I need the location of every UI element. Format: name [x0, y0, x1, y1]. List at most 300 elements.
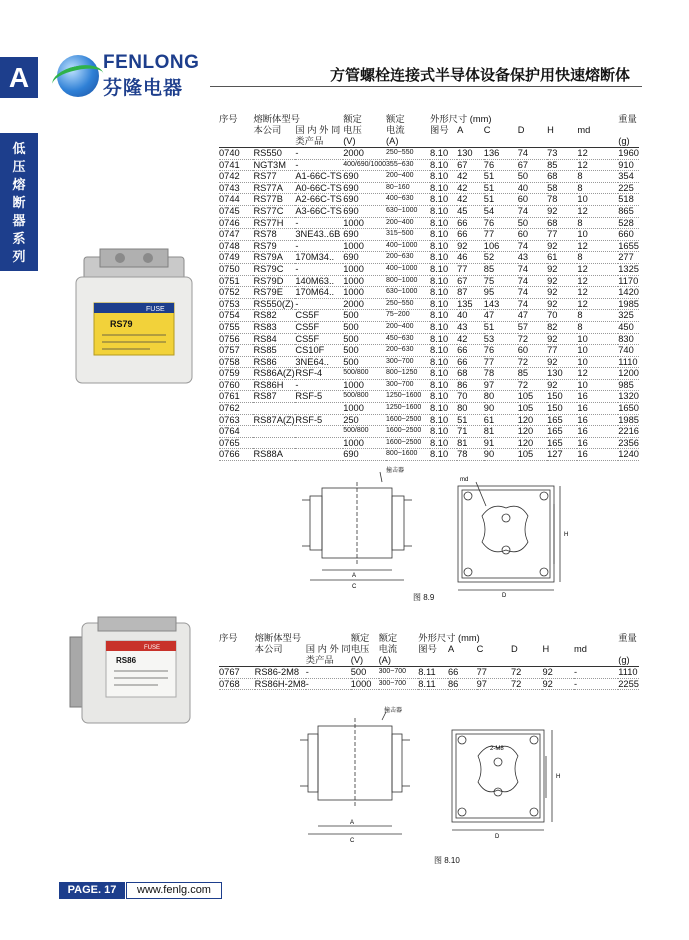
sidebar-category [0, 133, 38, 271]
table-row [219, 678, 639, 690]
cell-md: 10 [577, 356, 618, 368]
cell-H: 92 [547, 379, 577, 391]
cell-md: 16 [577, 391, 618, 403]
cell-md: 12 [577, 298, 618, 310]
cell-seq: 0760 [219, 379, 253, 391]
cell-domestic: - [295, 263, 343, 275]
cell-weight: 1110 [618, 356, 638, 367]
cell-seq: 0750 [219, 263, 253, 275]
table-row [219, 414, 639, 426]
hdr-weight: 重量 [618, 114, 637, 124]
hdr2-dims: 外形尺寸 (mm) [418, 633, 480, 643]
cell-model: RS77B [253, 194, 295, 206]
cell-domestic: 3NE43..6B [295, 229, 343, 241]
cell-D: 72 [518, 356, 547, 368]
cell-model: RS78 [253, 229, 295, 241]
cell-current: 800~1600 [386, 449, 430, 461]
cell-D: 105 [518, 391, 547, 403]
cell-weight: 1240 [618, 449, 639, 460]
cell-A: 42 [457, 333, 484, 345]
hdr-domestic-2: 类产品 [295, 136, 324, 146]
cell-fig: 8.10 [430, 426, 457, 438]
cell-md: 12 [577, 205, 618, 217]
cell-md: 12 [577, 287, 618, 299]
cell-A: 66 [448, 667, 477, 679]
cell-C: 54 [484, 205, 518, 217]
sidebar-char: 列 [12, 250, 26, 265]
cell-D: 120 [518, 437, 547, 449]
cell-weight: 2255 [618, 678, 639, 689]
hdr2-domestic: 国 内 外 同 [305, 644, 351, 654]
sidebar-char: 器 [12, 214, 26, 229]
table-row [219, 437, 639, 449]
cell-model: RS83 [253, 321, 295, 333]
cell-seq: 0753 [219, 298, 253, 310]
cell-D: 50 [518, 171, 547, 183]
cell-current: 300~700 [386, 356, 430, 368]
cell-current: 75~200 [386, 310, 430, 322]
cell-fig: 8.11 [418, 678, 448, 690]
cell-fig: 8.10 [430, 205, 457, 217]
cell-weight: 1985 [618, 298, 639, 309]
table-row [219, 333, 639, 345]
cell-model: RS86A(Z) [253, 368, 295, 379]
cell-C: 77 [477, 667, 511, 679]
cell-D: 74 [518, 263, 547, 275]
cell-H: 61 [547, 252, 577, 264]
cell-C: 81 [484, 426, 518, 438]
diagram1-striker-label: 撞击器 [386, 467, 405, 474]
cell-voltage: 1000 [351, 678, 379, 690]
cell-model [253, 403, 295, 415]
cell-model: RS550 [253, 148, 295, 160]
cell-C: 51 [484, 171, 518, 183]
cell-seq: 0742 [219, 171, 253, 183]
cell-A: 66 [457, 217, 484, 229]
spec-table-1 [219, 114, 639, 461]
cell-voltage: 500 [351, 667, 379, 679]
cell-A: 81 [457, 437, 484, 449]
cell-seq: 0762 [219, 403, 253, 415]
diagram-fig-8-10 [290, 700, 580, 850]
hdr-company: 本公司 [253, 125, 282, 135]
cell-A: 80 [457, 403, 484, 415]
cell-D: 85 [518, 368, 547, 380]
cell-A: 42 [457, 171, 484, 183]
cell-D: 120 [518, 414, 547, 426]
cell-current: 250~550 [386, 148, 430, 160]
cell-voltage: 1000 [343, 263, 386, 275]
table-row [219, 391, 639, 403]
cell-weight: 830 [618, 333, 639, 345]
cell-domestic: 170M64.. [295, 287, 343, 299]
hdr-current-unit: (A) [386, 136, 399, 146]
cell-current: 400~1000 [386, 240, 430, 252]
cell-domestic: 170M34.. [295, 252, 343, 264]
cell-C: 77 [484, 356, 518, 368]
cell-C: 77 [484, 229, 518, 241]
hdr2-voltage-2: 电压 [350, 644, 370, 654]
cell-model: RS86H [253, 379, 295, 391]
diagram1-D-label: D [502, 593, 507, 599]
cell-md: 12 [577, 148, 618, 160]
cell-fig: 8.11 [418, 667, 448, 679]
cell-H: 92 [547, 298, 577, 310]
cell-A: 86 [448, 678, 477, 690]
cell-domestic [295, 403, 343, 415]
cell-seq: 0747 [219, 229, 253, 241]
cell-A: 46 [457, 252, 484, 264]
cell-fig: 8.10 [430, 263, 457, 275]
cell-C: 90 [484, 449, 518, 461]
cell-A: 67 [457, 275, 484, 287]
cell-seq: 0741 [219, 159, 253, 171]
sidebar-char: 压 [12, 160, 26, 175]
cell-domestic: - [295, 379, 343, 391]
cell-C: 52 [484, 252, 518, 264]
cell-C: 76 [484, 159, 518, 171]
cell-md: 8 [577, 310, 618, 322]
cell-D: 74 [518, 275, 547, 287]
hdr-md: md [577, 125, 591, 135]
cell-weight: 1110 [618, 667, 638, 677]
cell-C: 51 [484, 182, 518, 194]
cell-fig: 8.10 [430, 287, 457, 299]
cell-fig: 8.10 [430, 275, 457, 287]
diagram2-striker-label: 撞击器 [384, 707, 403, 714]
cell-seq: 0756 [219, 333, 253, 345]
cell-C: 51 [484, 321, 518, 333]
cell-model: RS84 [253, 333, 295, 345]
cell-weight: 740 [618, 345, 639, 357]
cell-H: 73 [547, 148, 577, 160]
cell-D: 60 [518, 345, 547, 357]
cell-H: 92 [547, 240, 577, 252]
table-row [219, 345, 639, 357]
cell-C: 85 [484, 263, 518, 275]
cell-seq: 0761 [219, 391, 253, 403]
diagram2-H-label: H [556, 774, 561, 780]
cell-model: RS86-2M8 [255, 667, 306, 679]
cell-model: RS77H [253, 217, 295, 229]
cell-current: 800~1250 [386, 368, 430, 380]
hdr-C: C [483, 125, 491, 135]
table-row [219, 356, 639, 368]
cell-fig: 8.10 [430, 368, 457, 380]
cell-weight: 2356 [618, 437, 639, 448]
cell-current: 315~500 [386, 229, 430, 241]
table-row [219, 217, 639, 229]
table-row [219, 263, 639, 275]
cell-fig: 8.10 [430, 414, 457, 426]
cell-D: 43 [518, 252, 547, 264]
cell-current: 1250~1600 [386, 391, 430, 403]
cell-current: 200~400 [386, 321, 430, 333]
fuse2-brand: FUSE [144, 645, 161, 651]
cell-domestic: RSF-5 [295, 391, 343, 403]
hdr2-voltage-unit: (V) [350, 655, 364, 665]
cell-fig: 8.10 [430, 437, 457, 449]
hdr2-md: md [573, 644, 587, 654]
cell-D: 74 [518, 298, 547, 310]
cell-A: 45 [457, 205, 484, 217]
cell-current: 300~700 [379, 667, 419, 679]
cell-C: 106 [484, 240, 518, 252]
table-row [219, 310, 639, 322]
cell-fig: 8.10 [430, 217, 457, 229]
hdr2-company: 本公司 [254, 644, 283, 654]
table-row [219, 379, 639, 391]
cell-seq: 0743 [219, 182, 253, 194]
cell-weight: 528 [618, 217, 639, 229]
cell-weight: 1985 [618, 414, 639, 425]
cell-D: 72 [518, 379, 547, 391]
hdr-seq: 序号 [219, 114, 238, 124]
cell-A: 135 [457, 298, 484, 310]
website-link[interactable]: www.fenlg.com [126, 882, 222, 899]
sidebar-char: 低 [12, 142, 26, 157]
cell-D: 67 [518, 159, 547, 171]
hdr2-seq: 序号 [219, 633, 238, 643]
title-divider [210, 86, 642, 87]
figure-caption-8-9: 图 8.9 [413, 593, 435, 602]
cell-D: 74 [518, 148, 547, 160]
cell-md: 10 [577, 194, 618, 206]
cell-seq: 0755 [219, 321, 253, 333]
cell-voltage: 690 [343, 449, 386, 461]
cell-current: 450~630 [386, 333, 430, 345]
cell-A: 40 [457, 310, 484, 322]
cell-H: 165 [547, 437, 577, 449]
cell-domestic: A1-66C-TS [295, 171, 342, 182]
cell-weight: 450 [618, 321, 639, 333]
table-row [219, 667, 639, 679]
cell-C: 76 [484, 345, 518, 357]
cell-domestic: A0-66C-TS [295, 182, 342, 193]
cell-H: 58 [547, 182, 577, 194]
cell-fig: 8.10 [430, 252, 457, 264]
cell-voltage: 2000 [343, 298, 386, 310]
cell-md: 10 [577, 333, 618, 345]
cell-C: 91 [484, 437, 518, 449]
hdr-A: A [457, 125, 464, 135]
cell-weight: 354 [618, 171, 639, 183]
cell-md: 10 [577, 379, 618, 391]
cell-seq: 0765 [219, 437, 253, 449]
cell-seq: 0754 [219, 310, 253, 322]
table-row [219, 403, 639, 415]
hdr2-weight: 重量 [618, 633, 637, 643]
diagram-fig-8-9 [282, 460, 572, 600]
cell-model: RS550(Z) [253, 298, 294, 309]
cell-current: 1600~2500 [386, 414, 430, 426]
cell-seq: 0745 [219, 205, 253, 217]
cell-model: RS77C [253, 205, 295, 217]
cell-seq: 0746 [219, 217, 253, 229]
cell-md: 16 [577, 426, 618, 438]
cell-D: 105 [518, 449, 547, 461]
cell-voltage: 500/800 [343, 391, 386, 403]
cell-model: RS86 [253, 356, 295, 368]
cell-seq: 0749 [219, 252, 253, 264]
cell-domestic: A2-66C-TS [295, 194, 342, 205]
cell-md: 12 [577, 240, 618, 252]
cell-C: 80 [484, 391, 518, 403]
table-row [219, 240, 639, 252]
cell-domestic: - [295, 159, 343, 171]
cell-domestic: 3NE64.. [295, 356, 343, 368]
cell-voltage: 500/800 [343, 368, 386, 380]
cell-H: 92 [547, 205, 577, 217]
cell-voltage: 250 [343, 414, 386, 426]
cell-domestic: CS5F [295, 321, 343, 333]
sidebar-char: 断 [12, 196, 26, 211]
cell-weight: 865 [618, 205, 639, 217]
cell-H: 92 [542, 667, 574, 679]
cell-H: 77 [547, 345, 577, 357]
cell-weight: 985 [618, 379, 639, 391]
diagram2-thread-label: 2-M8 [490, 746, 504, 752]
cell-A: 67 [457, 159, 484, 171]
cell-md: 12 [577, 275, 618, 287]
cell-voltage: 1000 [343, 403, 386, 415]
cell-domestic: - [306, 678, 351, 690]
cell-domestic: - [295, 148, 343, 160]
cell-current: 400~630 [386, 194, 430, 206]
cell-model: RS79 [253, 240, 295, 252]
cell-domestic: - [295, 240, 343, 252]
cell-fig: 8.10 [430, 379, 457, 391]
cell-H: 85 [547, 159, 577, 171]
hdr-current: 额定 [386, 114, 405, 124]
hdr2-domestic-2: 类产品 [305, 655, 334, 665]
cell-md: 12 [577, 159, 618, 171]
cell-fig: 8.10 [430, 449, 457, 461]
cell-md: 10 [577, 229, 618, 241]
cell-A: 78 [457, 449, 484, 461]
figure-caption-8-10: 图 8.10 [434, 856, 460, 865]
cell-C: 90 [484, 403, 518, 415]
hdr-voltage-unit: (V) [343, 136, 356, 146]
cell-fig: 8.10 [430, 159, 457, 171]
fuse-photo-rs86 [68, 615, 196, 727]
cell-A: 66 [457, 229, 484, 241]
cell-current: 300~700 [386, 379, 430, 391]
cell-C: 75 [484, 275, 518, 287]
cell-H: 92 [547, 356, 577, 368]
brand-name-cn: 芬隆电器 [103, 77, 184, 99]
cell-current: 630~1000 [386, 287, 430, 299]
cell-current: 355~630 [386, 159, 430, 171]
cell-weight: 1420 [618, 287, 639, 298]
cell-H: 150 [547, 403, 577, 415]
cell-domestic: 140M63.. [295, 275, 343, 287]
cell-md: 16 [577, 449, 618, 461]
cell-md: 8 [577, 252, 618, 264]
cell-voltage: 500 [343, 333, 386, 345]
cell-current: 630~1000 [386, 205, 430, 217]
cell-voltage: 1000 [343, 379, 386, 391]
table-row [219, 449, 639, 461]
diagram2-A-label: A [350, 820, 355, 826]
cell-domestic: CS5F [295, 310, 343, 322]
cell-seq: 0768 [219, 678, 255, 690]
cell-seq: 0751 [219, 275, 253, 287]
cell-fig: 8.10 [430, 403, 457, 415]
cell-H: 92 [547, 275, 577, 287]
cell-H: 150 [547, 391, 577, 403]
table-row [219, 298, 639, 310]
hdr-voltage-2: 电压 [343, 125, 362, 135]
cell-md: 16 [577, 414, 618, 426]
cell-voltage: 1000 [343, 275, 386, 287]
cell-A: 92 [457, 240, 484, 252]
hdr2-current: 额定 [378, 633, 398, 643]
brand-name-en: FENLONG [103, 52, 200, 73]
cell-md: 8 [577, 217, 618, 229]
cell-weight: 1325 [618, 263, 639, 274]
cell-voltage: 2000 [343, 148, 386, 160]
cell-A: 66 [457, 356, 484, 368]
hdr2-current-unit: (A) [378, 655, 391, 665]
cell-domestic: CS10F [295, 345, 343, 357]
cell-md: 8 [577, 171, 618, 183]
cell-H: 127 [547, 449, 577, 461]
cell-weight: 1650 [618, 403, 639, 414]
cell-md: 12 [577, 263, 618, 275]
fuse-photo-rs79 [70, 247, 198, 387]
cell-voltage: 690 [343, 182, 386, 194]
cell-voltage: 1000 [343, 287, 386, 299]
cell-D: 74 [518, 287, 547, 299]
fuse1-brand: FUSE [146, 306, 165, 313]
cell-fig: 8.10 [430, 194, 457, 206]
page-number: PAGE. 17 [59, 882, 125, 899]
cell-seq: 0759 [219, 368, 253, 380]
cell-current: 200~400 [386, 217, 430, 229]
cell-D: 57 [518, 321, 547, 333]
cell-model: RS77A [253, 182, 295, 194]
cell-H: 92 [542, 678, 574, 690]
hdr-voltage: 额定 [343, 114, 362, 124]
hdr-current-2: 电流 [386, 125, 405, 135]
cell-fig: 8.10 [430, 333, 457, 345]
cell-voltage: 400/690/1000 [343, 159, 386, 171]
cell-C: 53 [484, 333, 518, 345]
cell-C: 97 [477, 678, 511, 690]
cell-H: 78 [547, 194, 577, 206]
table-row [219, 148, 639, 160]
cell-H: 68 [547, 171, 577, 183]
cell-A: 86 [457, 379, 484, 391]
cell-current: 80~160 [386, 182, 430, 194]
cell-model: RS88A [253, 449, 295, 461]
page-title: 方管螺栓连接式半导体设备保护用快速熔断体 [330, 66, 631, 84]
cell-model [253, 426, 295, 438]
cell-D: 60 [518, 229, 547, 241]
cell-current: 400~1000 [386, 263, 430, 275]
hdr2-weight-unit: (g) [618, 655, 630, 665]
cell-md: - [574, 678, 618, 690]
cell-fig: 8.10 [430, 391, 457, 403]
cell-model: RS79C [253, 263, 295, 275]
cell-weight: 660 [618, 229, 639, 241]
cell-model: RS86H-2M8 [254, 678, 306, 689]
hdr2-A: A [448, 644, 455, 654]
cell-fig: 8.10 [430, 240, 457, 252]
table-row [219, 229, 639, 241]
cell-D: 120 [518, 426, 547, 438]
